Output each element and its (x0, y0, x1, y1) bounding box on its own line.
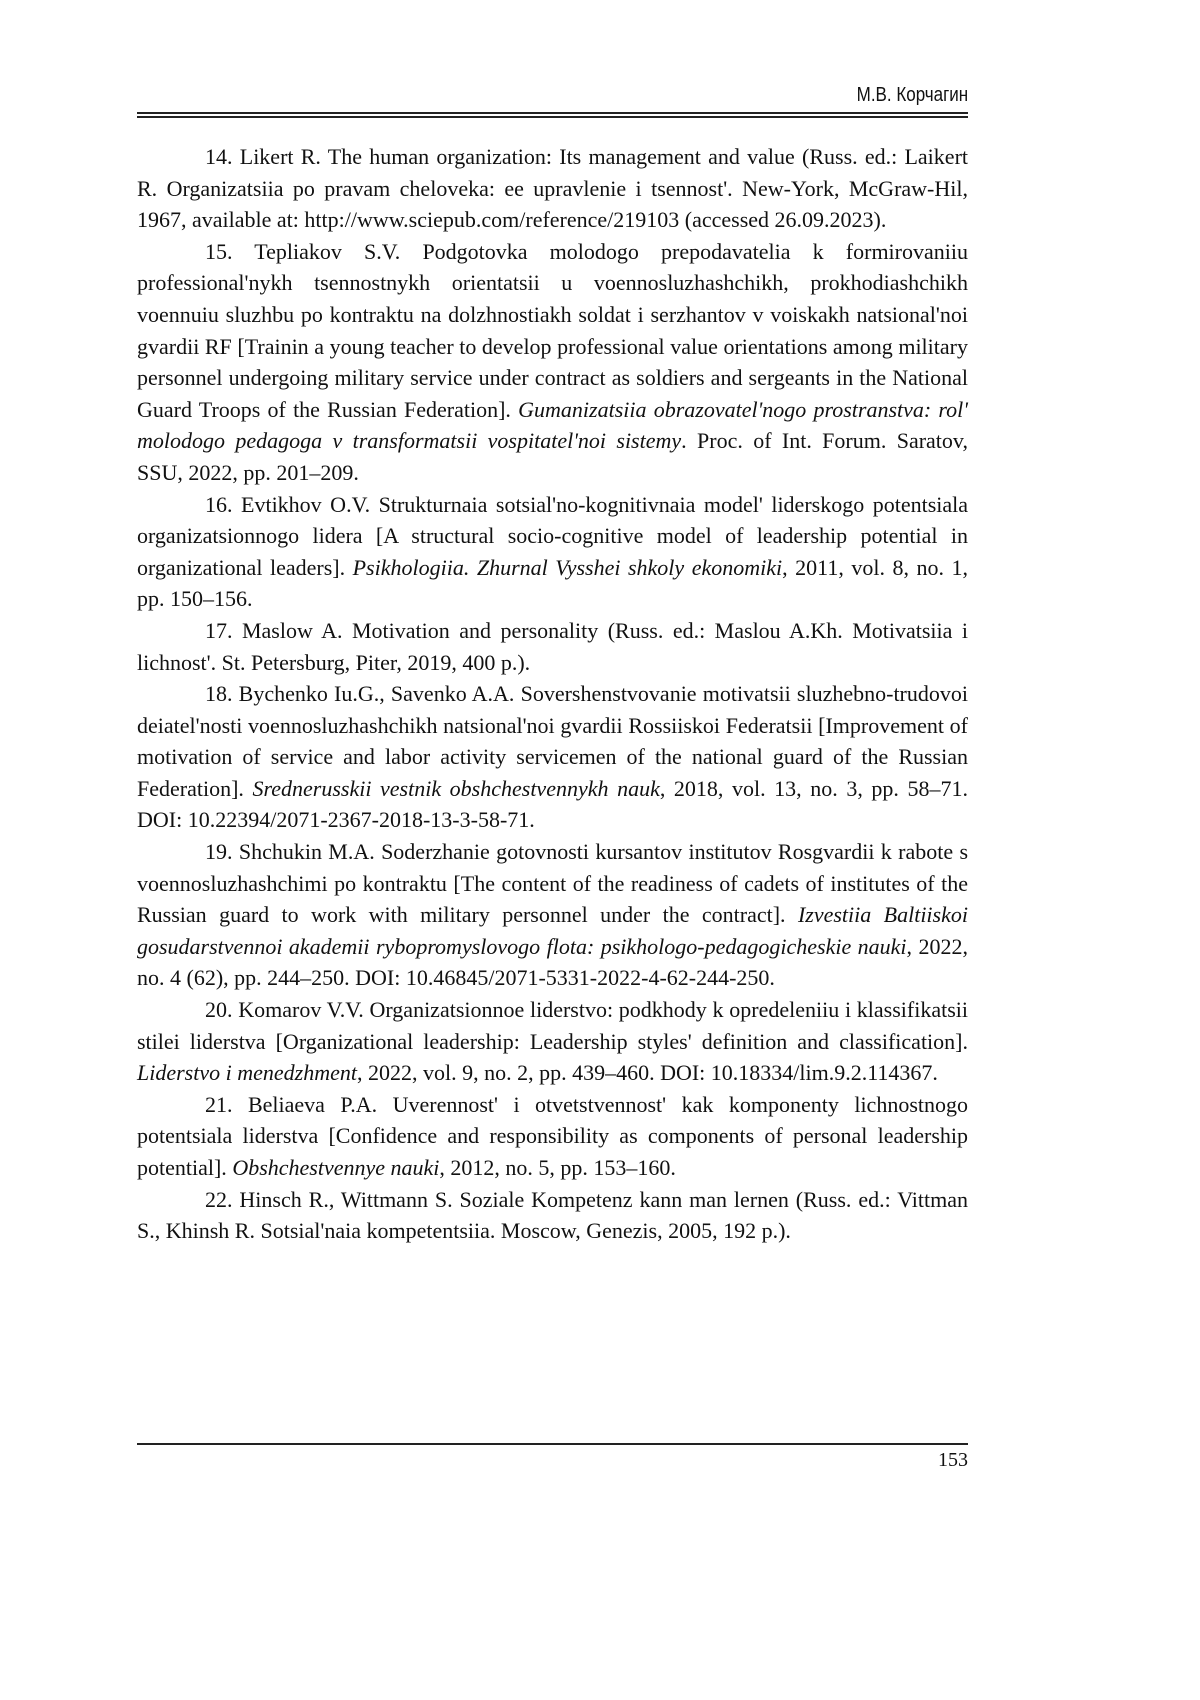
reference-text: Likert R. The human organization: Its management and value (Russ. ed.: Laikert R. Organizatsiia po pravam cheloveka: ee upravlenie i tsennost'. New-York, McGraw-Hil, 1967, available at: http://www.sciepub.com/reference/219103 (accessed 26.09.2023). (137, 144, 968, 232)
reference-item (137, 141, 968, 236)
reference-text: Evtikhov O.V. Strukturnaia sotsial'no-kognitivnaia model' liderskogo potentsiala organizatsionnogo lidera [A structural socio-cognitive model of leadership potential in organizational leaders]. (137, 492, 968, 580)
reference-source: Srednerusskii vestnik obshchestvennykh nauk (252, 776, 659, 801)
reference-item (137, 678, 968, 836)
reference-details: , 2011, vol. 8, no. 1, pp. 150–156. (137, 555, 968, 612)
reference-source: Psikhologiia. Zhurnal Vysshei shkoly ekonomiki (353, 555, 783, 580)
reference-text: Bychenko Iu.G., Savenko A.A. Sovershenstvovanie motivatsii sluzhebno-trudovoi deiatel'nosti voennosluzhashchikh natsional'noi gvardii Rossiiskoi Federatsii [Improvement of motivation of service and labor activity servicemen of the national guard of the Russian Federation]. (137, 681, 968, 801)
page-number: 153 (938, 1449, 968, 1472)
reference-item (137, 1089, 968, 1184)
header-rule-second (137, 116, 968, 118)
reference-item (137, 489, 968, 615)
reference-number: 17. (205, 618, 233, 643)
reference-details: , 2022, vol. 9, no. 2, pp. 439–460. DOI: 10.18334/lim.9.2.114367. (357, 1060, 938, 1085)
reference-text: Beliaeva P.A. Uverennost' i otvetstvennost' kak komponenty lichnostnogo potentsiala liderstva [Confidence and responsibility as components of personal leadership potential]. (137, 1092, 968, 1180)
reference-number: 18. (205, 681, 233, 706)
header-rule (137, 112, 968, 114)
reference-text: Tepliakov S.V. Podgotovka molodogo prepodavatelia k formirovaniiu professional'nykh tsennostnykh orientatsii u voennosluzhashchikh, prokho­diashchikh voennuiu sluzhbu po kontraktu na dolzhnostiakh soldat i serzhantov v voiskakh natsional'noi gvardii RF [Trainin a young teacher to develop professional value orientations among military personnel undergoing military service under contract as soldiers and sergeants in the National Guard Troops of the Russian Federation]. (137, 239, 968, 422)
running-head-author: М.В. Корчагин (856, 84, 968, 107)
reference-item (137, 836, 968, 994)
reference-item (137, 994, 968, 1089)
reference-list (137, 141, 968, 1247)
reference-item (137, 236, 968, 489)
reference-number: 21. (205, 1092, 233, 1117)
reference-details: . Proc. of Int. Forum. Saratov, SSU, 2022, pp. 201–209. (137, 428, 968, 485)
reference-source: Liderstvo i menedzhment (137, 1060, 357, 1085)
reference-details: , 2012, no. 5, pp. 153–160. (439, 1155, 676, 1180)
reference-number: 15. (205, 239, 233, 264)
reference-number: 19. (205, 839, 233, 864)
reference-text: Shchukin M.A. Soderzhanie gotovnosti kursantov institutov Rosgvardii k rabote s voennosluzhashchimi po kontraktu [The content of the readiness of cadets of institutes of the Russian guard to work with military personnel under the contract]. (137, 839, 968, 927)
reference-number: 14. (205, 144, 233, 169)
reference-text: Komarov V.V. Organizatsionnoe liderstvo: podkhody k opredeleniiu i klassifikatsii stilei liderstva [Organizational leadership: Leadership styles' definition and classification]. (137, 997, 968, 1054)
reference-source: Izvestiia Baltiiskoi gosudarstvennoi akademii rybopromyslovogo flota: psikhologo-pedagogicheskie nauki (137, 902, 968, 959)
reference-source: Gumanizatsiia obrazovatel'nogo prostranstva: rol' molodogo pedagoga v transformatsii vospitatel'noi sistemy (137, 397, 968, 454)
reference-details: , 2022, no. 4 (62), pp. 244–250. DOI: 10.46845/2071-5331-2022-4-62-244-250. (137, 934, 968, 991)
reference-item (137, 615, 968, 678)
reference-item (137, 1184, 968, 1247)
reference-source: Obshchestvennye nauki (232, 1155, 439, 1180)
footer-rule (137, 1443, 968, 1445)
reference-details: , 2018, vol. 13, no. 3, pp. 58–71. DOI: 10.22394/2071-2367-2018-13-3-58-71. (137, 776, 968, 833)
reference-number: 20. (205, 997, 233, 1022)
reference-text: Hinsch R., Wittmann S. Soziale Kompetenz kann man lernen (Russ. ed.: Vittman S., Khinsh R. Sotsial'naia kompetentsiia. Moscow, Genezis, 2005, 192 p.). (137, 1187, 968, 1244)
reference-number: 22. (205, 1187, 233, 1212)
reference-number: 16. (205, 492, 233, 517)
reference-text: Maslow A. Motivation and personality (Russ. ed.: Maslou A.Kh. Moti­vatsiia i lichnost'. St. Petersburg, Piter, 2019, 400 p.). (137, 618, 968, 675)
